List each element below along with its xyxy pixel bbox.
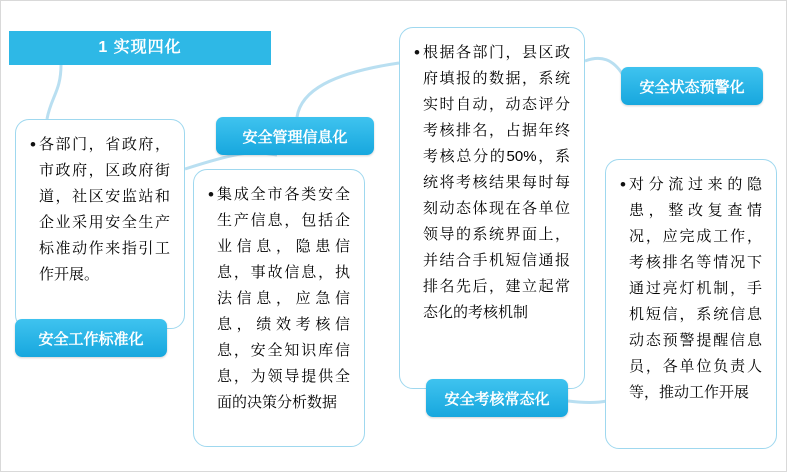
page-title: 1 实现四化 (9, 31, 271, 65)
node-card-1-text: 各部门，省政府，市政府，区政府街道，社区安监站和企业采用安全生产标准动作来指引工作开展。 (38, 136, 170, 283)
bullet-icon: • (414, 43, 420, 62)
node-card-3 (399, 27, 585, 389)
node-label-1[interactable]: 安全工作标准化 (15, 319, 167, 357)
node-card-1 (15, 119, 185, 329)
bullet-icon: • (30, 135, 36, 154)
node-card-2 (193, 169, 365, 447)
bullet-icon: • (208, 185, 214, 204)
node-card-3-text: 根据各部门，县区政府填报的数据，系统实时自动，动态评分考核排名，占据年终考核总分的50%，系统将考核结果每时每刻动态体现在各单位领导的系统界面上，并结合手机短信通报排名先后，建立起常态化的考核机制 (422, 44, 570, 321)
bullet-icon: • (620, 175, 626, 194)
node-label-3[interactable]: 安全考核常态化 (426, 379, 568, 417)
node-card-4 (605, 159, 777, 449)
node-card-2-text: 集成全市各类安全生产信息，包括企业信息，隐患信息，事故信息，执法信息，应急信息，绩效考核信息，安全知识库信息，为领导提供全面的决策分析数据 (216, 186, 350, 411)
node-card-4-text: 对分流过来的隐患，整改复查情况，应完成工作，考核排名等情况下通过亮灯机制，手机短信，系统信息动态预警提醒信息员，各单位负责人等，推动工作开展 (628, 176, 762, 401)
node-label-4[interactable]: 安全状态预警化 (621, 67, 763, 105)
node-label-2[interactable]: 安全管理信息化 (216, 117, 374, 155)
